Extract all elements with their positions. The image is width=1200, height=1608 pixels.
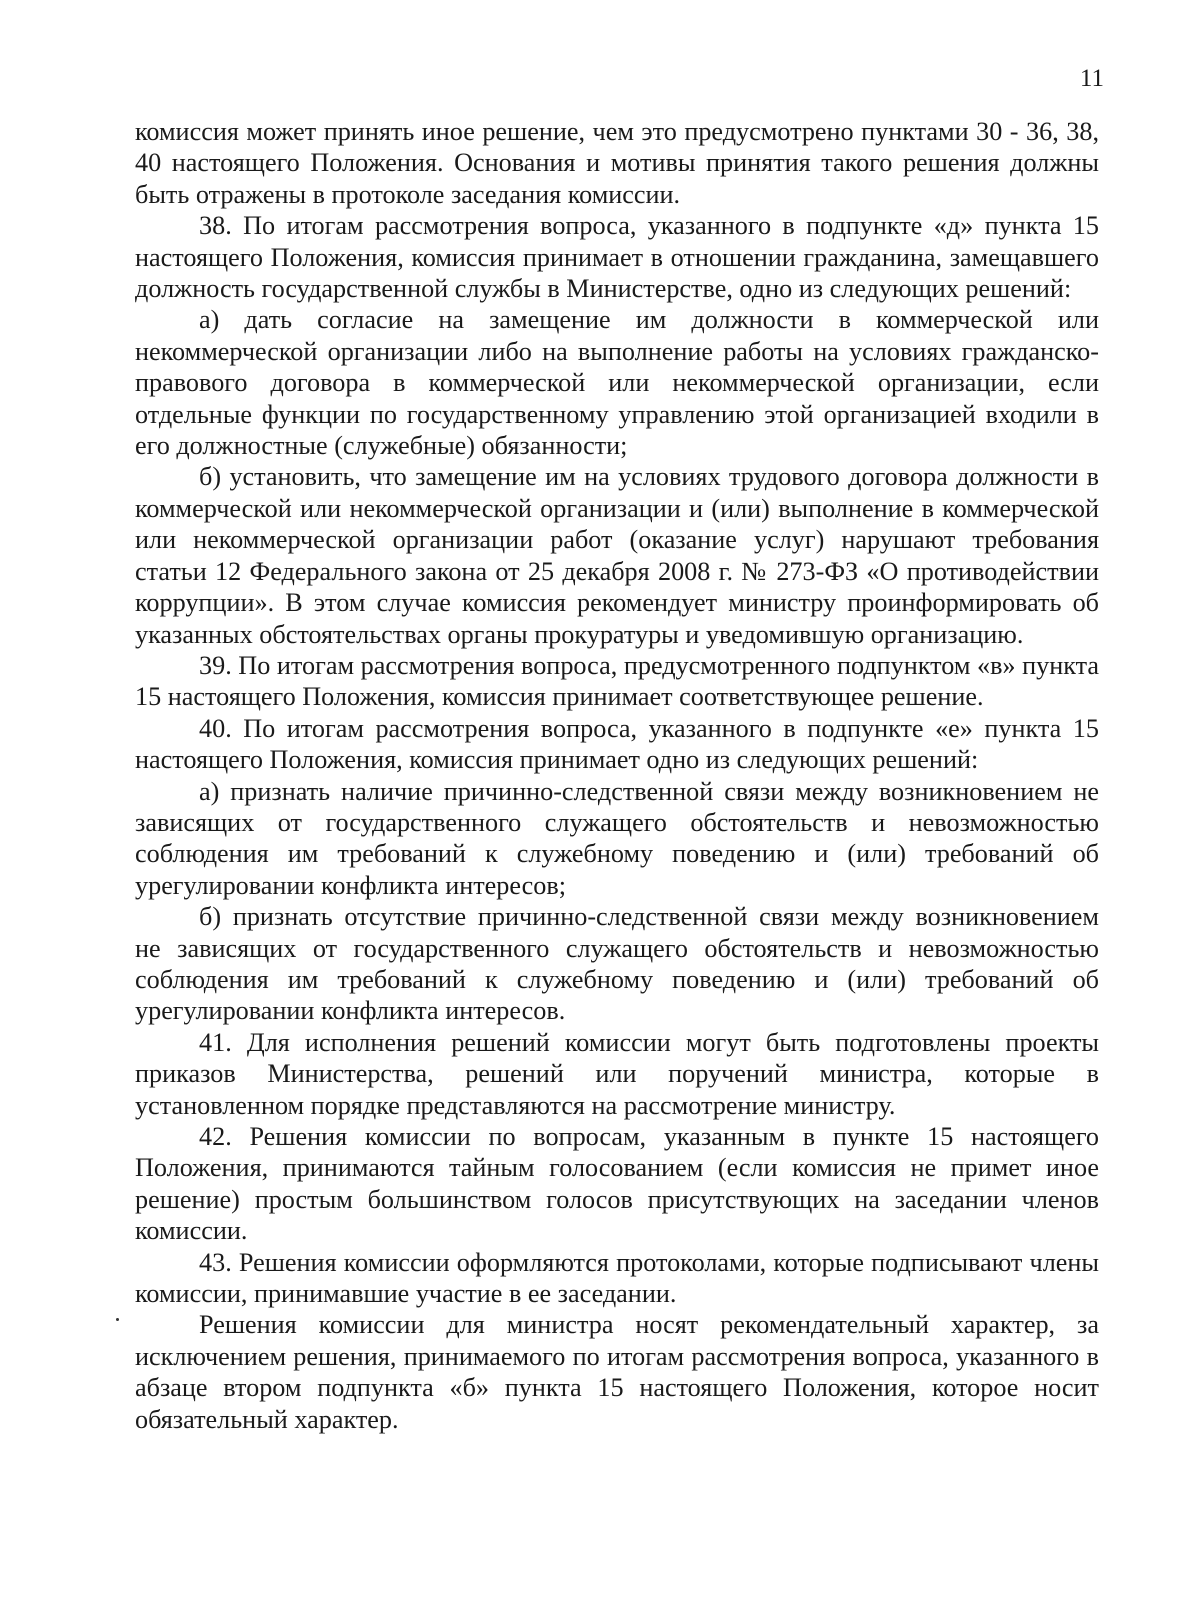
page-number: 11 <box>1079 65 1104 92</box>
scan-artifact-dot <box>116 1318 119 1321</box>
paragraph-item-40: 40. По итогам рассмотрения вопроса, указанного в подпункте «е» пункта 15 настоящего Положения, комиссия принимает одно из следующих решений: <box>135 713 1099 775</box>
paragraph-item-38-a: а) дать согласие на замещение им должности в коммерческой или некоммерческой организации либо на выполнение работы на условиях гражданско-правового договора в коммерческой или некоммерческой организации, если отдельные функции по государственному управлению этой организацией входили в его должностные (служебные) обязанности; <box>135 305 1099 461</box>
paragraph-item-40-a: а) признать наличие причинно-следственной связи между возникновением не зависящих от государственного служащего обстоятельств и невозможностью соблюдения им требований к служебному поведению и (или) требований об урегулировании конфликта интересов; <box>135 776 1099 900</box>
paragraph-item-39: 39. По итогам рассмотрения вопроса, предусмотренного подпунктом «в» пункта 15 настоящего Положения, комиссия принимает соответствующее решение. <box>135 650 1099 712</box>
paragraph-item-38-b: б) установить, что замещение им на условиях трудового договора должности в коммерческой или некоммерческой организации и (или) выполнение в коммерческой или некоммерческой организации работ (оказание услуг) нарушают требования статьи 12 Федерального закона от 25 декабря 2008 г. № 273-ФЗ «О противодействии коррупции». В этом случае комиссия рекомендует министру проинформировать об указанных обстоятельствах органы прокуратуры и уведомившую организацию. <box>135 462 1099 649</box>
paragraph-item-41: 41. Для исполнения решений комиссии могут быть подготовлены проекты приказов Министерства, решений или поручений министра, которые в установленном порядке представляются на рассмотрение министру. <box>135 1027 1099 1120</box>
document-body <box>135 116 1099 1435</box>
paragraph-item-38: 38. По итогам рассмотрения вопроса, указанного в подпункте «д» пункта 15 настоящего Положения, комиссия принимает в отношении гражданина, замещавшего должность государственной службы в Министерстве, одно из следующих решений: <box>135 211 1099 304</box>
paragraph-item-43-note: Решения комиссии для министра носят рекомендательный характер, за исключением решения, принимаемого по итогам рассмотрения вопроса, указанного в абзаце втором подпункта «б» пункта 15 настоящего Положения, которое носит обязательный характер. <box>135 1310 1099 1434</box>
paragraph-item-43: 43. Решения комиссии оформляются протоколами, которые подписывают члены комиссии, принимавшие участие в ее заседании. <box>135 1247 1099 1309</box>
paragraph-continuation: комиссия может принять иное решение, чем это предусмотрено пунктами 30 - 36, 38, 40 настоящего Положения. Основания и мотивы принятия такого решения должны быть отражены в протоколе заседания комиссии. <box>135 117 1099 209</box>
paragraph-item-42: 42. Решения комиссии по вопросам, указанным в пункте 15 настоящего Положения, принимаются тайным голосованием (если комиссия не примет иное решение) простым большинством голосов присутствующих на заседании членов комиссии. <box>135 1122 1099 1246</box>
paragraph-item-40-b: б) признать отсутствие причинно-следственной связи между возникновением не зависящих от государственного служащего обстоятельств и невозможностью соблюдения им требований к служебному поведению и (или) требований об урегулировании конфликта интересов. <box>135 902 1099 1026</box>
